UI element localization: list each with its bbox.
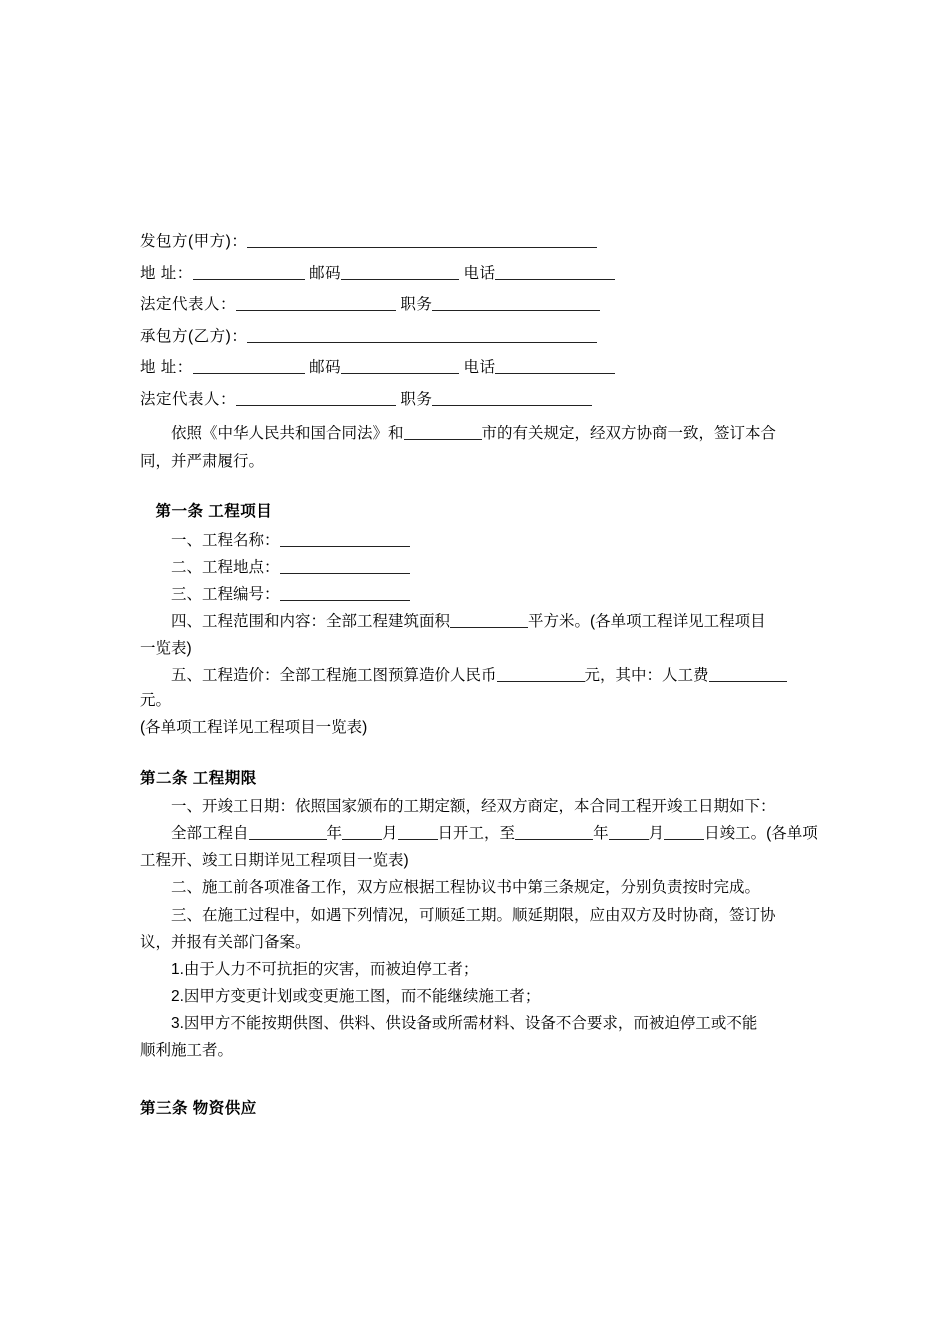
blank-line[interactable] [193, 358, 305, 374]
clause-1-4 [140, 609, 810, 634]
field-label-postcode: 邮码 [309, 359, 342, 376]
field-label-postcode: 邮码 [309, 264, 342, 282]
blank-line[interactable] [709, 666, 787, 682]
blank-line[interactable] [432, 295, 600, 311]
clause-1-1 [140, 528, 810, 553]
blank-line[interactable] [341, 264, 459, 280]
clause-2-2: 二、施工前各项准备工作，双方应根据工程协议书中第三条规定，分别负责按时完成。 [171, 879, 761, 897]
blank-line[interactable] [495, 358, 615, 374]
clause-text-mid: 元，其中：人工费 [584, 667, 709, 685]
preamble-line-2 [140, 449, 810, 474]
blank-line[interactable] [247, 232, 597, 248]
field-label: 地 址： [140, 264, 193, 282]
contract-body [140, 232, 818, 1118]
clause-2-3-sub-3: 3.因甲方不能按期供图、供料、供设备或所需材料、设备不合要求，而被迫停工或不能 [171, 1014, 758, 1032]
blank-line[interactable] [193, 264, 305, 280]
field-label-phone: 电话 [463, 264, 496, 282]
blank-line[interactable] [341, 358, 459, 374]
clause-2-3: 三、在施工过程中，如遇下列情况，可顺延工期。顺延期限，应由双方及时协商，签订协 [171, 906, 776, 924]
blank-line[interactable] [236, 295, 396, 311]
field-party-b [140, 327, 810, 345]
blank-line[interactable] [280, 585, 410, 601]
blank-line[interactable] [398, 824, 438, 840]
clause-2-3-sub-1: 1.由于人力不可抗拒的灾害，而被迫停工者； [171, 960, 479, 978]
clause-2-1: 一、开竣工日期：依照国家颁布的工期定额，经双方商定，本合同工程开竣工日期如下： [171, 798, 776, 816]
clause-2-3-cont: 议，并报有关部门备案。 [140, 933, 311, 951]
clause-text: 四、工程范围和内容：全部工程建筑面积 [171, 613, 451, 631]
blank-line[interactable] [432, 390, 592, 406]
blank-line[interactable] [495, 264, 615, 280]
blank-line[interactable] [236, 390, 396, 406]
field-label: 承包方(乙方)： [140, 327, 248, 345]
field-label: 法定代表人： [140, 390, 237, 408]
blank-line[interactable] [342, 824, 382, 840]
clause-1-5 [140, 663, 810, 713]
clause-1-5-cont: (各单项工程详见工程项目一览表) [140, 719, 368, 737]
preamble-text-3: 同，并严肃履行。 [140, 453, 265, 471]
field-party-a-address [140, 264, 810, 282]
field-label-phone: 电话 [463, 359, 496, 376]
field-party-a-representative [140, 295, 810, 313]
clause-text: 二、工程地点： [171, 558, 280, 576]
blank-line[interactable] [280, 531, 410, 547]
section-title-3: 第三条 物资供应 [140, 1100, 257, 1118]
field-party-b-address [140, 358, 810, 376]
field-party-a [140, 232, 810, 250]
field-label: 发包方(甲方)： [140, 233, 248, 250]
clause-2-3-sub-3-cont: 顺利施工者。 [140, 1042, 234, 1060]
clause-1-4-cont: 一览表) [140, 640, 192, 658]
clause-2-1-cont: 工程开、竣工日期详见工程项目一览表) [140, 852, 409, 870]
preamble-text-2: 市的有关规定，经双方协商一致，签订本合 [481, 425, 777, 442]
field-label-position: 职务 [400, 390, 433, 408]
blank-line[interactable] [515, 824, 593, 840]
field-label: 法定代表人： [140, 296, 237, 313]
clause-2-3-sub-2: 2.因甲方变更计划或变更施工图，而不能继续施工者； [171, 987, 541, 1005]
blank-line[interactable] [249, 824, 327, 840]
blank-line[interactable] [664, 824, 704, 840]
section-title-2: 第二条 工程期限 [140, 769, 257, 787]
blank-line[interactable] [497, 666, 585, 682]
blank-line[interactable] [280, 558, 410, 574]
blank-line[interactable] [404, 424, 482, 440]
blank-line[interactable] [247, 327, 597, 343]
section-title-1: 第一条 工程项目 [155, 503, 273, 521]
clause-text: 一、工程名称： [171, 531, 280, 549]
clause-1-2 [140, 555, 810, 580]
clause-text-tail: 平方米。(各单项工程详见工程项目 [528, 613, 766, 631]
clause-text: 三、工程编号： [171, 585, 280, 603]
preamble-text-1: 依照《中华人民共和国合同法》和 [171, 425, 404, 442]
clause-1-3 [140, 582, 810, 607]
field-party-b-representative [140, 390, 810, 408]
clause-2-1-dates: 全部工程自 年 月 日开工，至 年 月 日竣工。(各单项 [171, 825, 818, 843]
clause-text-tail: 元。 [140, 692, 172, 710]
blank-line[interactable] [450, 612, 528, 628]
clause-text: 五、工程造价：全部工程施工图预算造价人民币 [171, 667, 497, 685]
blank-line[interactable] [609, 824, 649, 840]
preamble-line-1 [140, 421, 810, 446]
field-label: 地 址： [140, 359, 193, 376]
field-label-position: 职务 [400, 296, 433, 313]
